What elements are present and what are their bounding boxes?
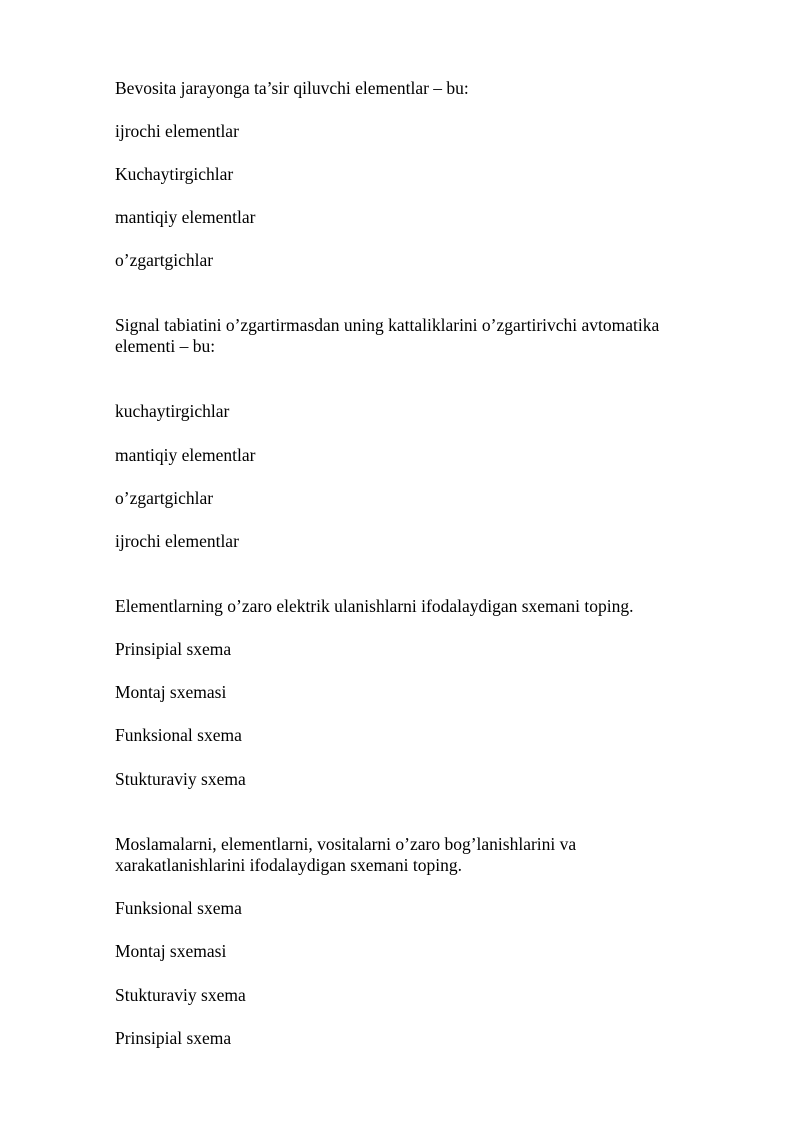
question-4-option-1: Funksional sxema bbox=[115, 898, 242, 918]
question-2-option-1: kuchaytirgichlar bbox=[115, 401, 230, 421]
question-2-text-line-2: elementi – bu: bbox=[115, 336, 216, 356]
question-4-option-2: Montaj sxemasi bbox=[115, 941, 227, 961]
question-1-option-4: o’zgartgichlar bbox=[115, 250, 214, 270]
question-2-option-3: o’zgartgichlar bbox=[115, 488, 214, 508]
question-2-option-4: ijrochi elementlar bbox=[115, 531, 239, 551]
question-1-option-3: mantiqiy elementlar bbox=[115, 207, 256, 227]
question-4-option-4: Prinsipial sxema bbox=[115, 1028, 232, 1048]
question-4-text-line-1: Moslamalarni, elementlarni, vositalarni o’zaro bog’lanishlarini va bbox=[115, 834, 577, 854]
question-4-text-line-2: xarakatlanishlarini ifodalaydigan sxemani toping. bbox=[115, 855, 462, 875]
question-1-text: Bevosita jarayonga ta’sir qiluvchi elementlar – bu: bbox=[115, 78, 469, 98]
question-3-option-2: Montaj sxemasi bbox=[115, 682, 227, 702]
question-3-option-4: Stukturaviy sxema bbox=[115, 769, 246, 789]
question-1-option-1: ijrochi elementlar bbox=[115, 121, 239, 141]
question-3-option-3: Funksional sxema bbox=[115, 725, 242, 745]
question-1-option-2: Kuchaytirgichlar bbox=[115, 164, 234, 184]
question-4-option-3: Stukturaviy sxema bbox=[115, 985, 246, 1005]
question-3-text: Elementlarning o’zaro elektrik ulanishlarni ifodalaydigan sxemani toping. bbox=[115, 596, 634, 616]
question-2-text-line-1: Signal tabiatini o’zgartirmasdan uning kattaliklarini o’zgartirivchi avtomatika bbox=[115, 315, 660, 335]
question-3-option-1: Prinsipial sxema bbox=[115, 639, 232, 659]
question-2-option-2: mantiqiy elementlar bbox=[115, 445, 256, 465]
